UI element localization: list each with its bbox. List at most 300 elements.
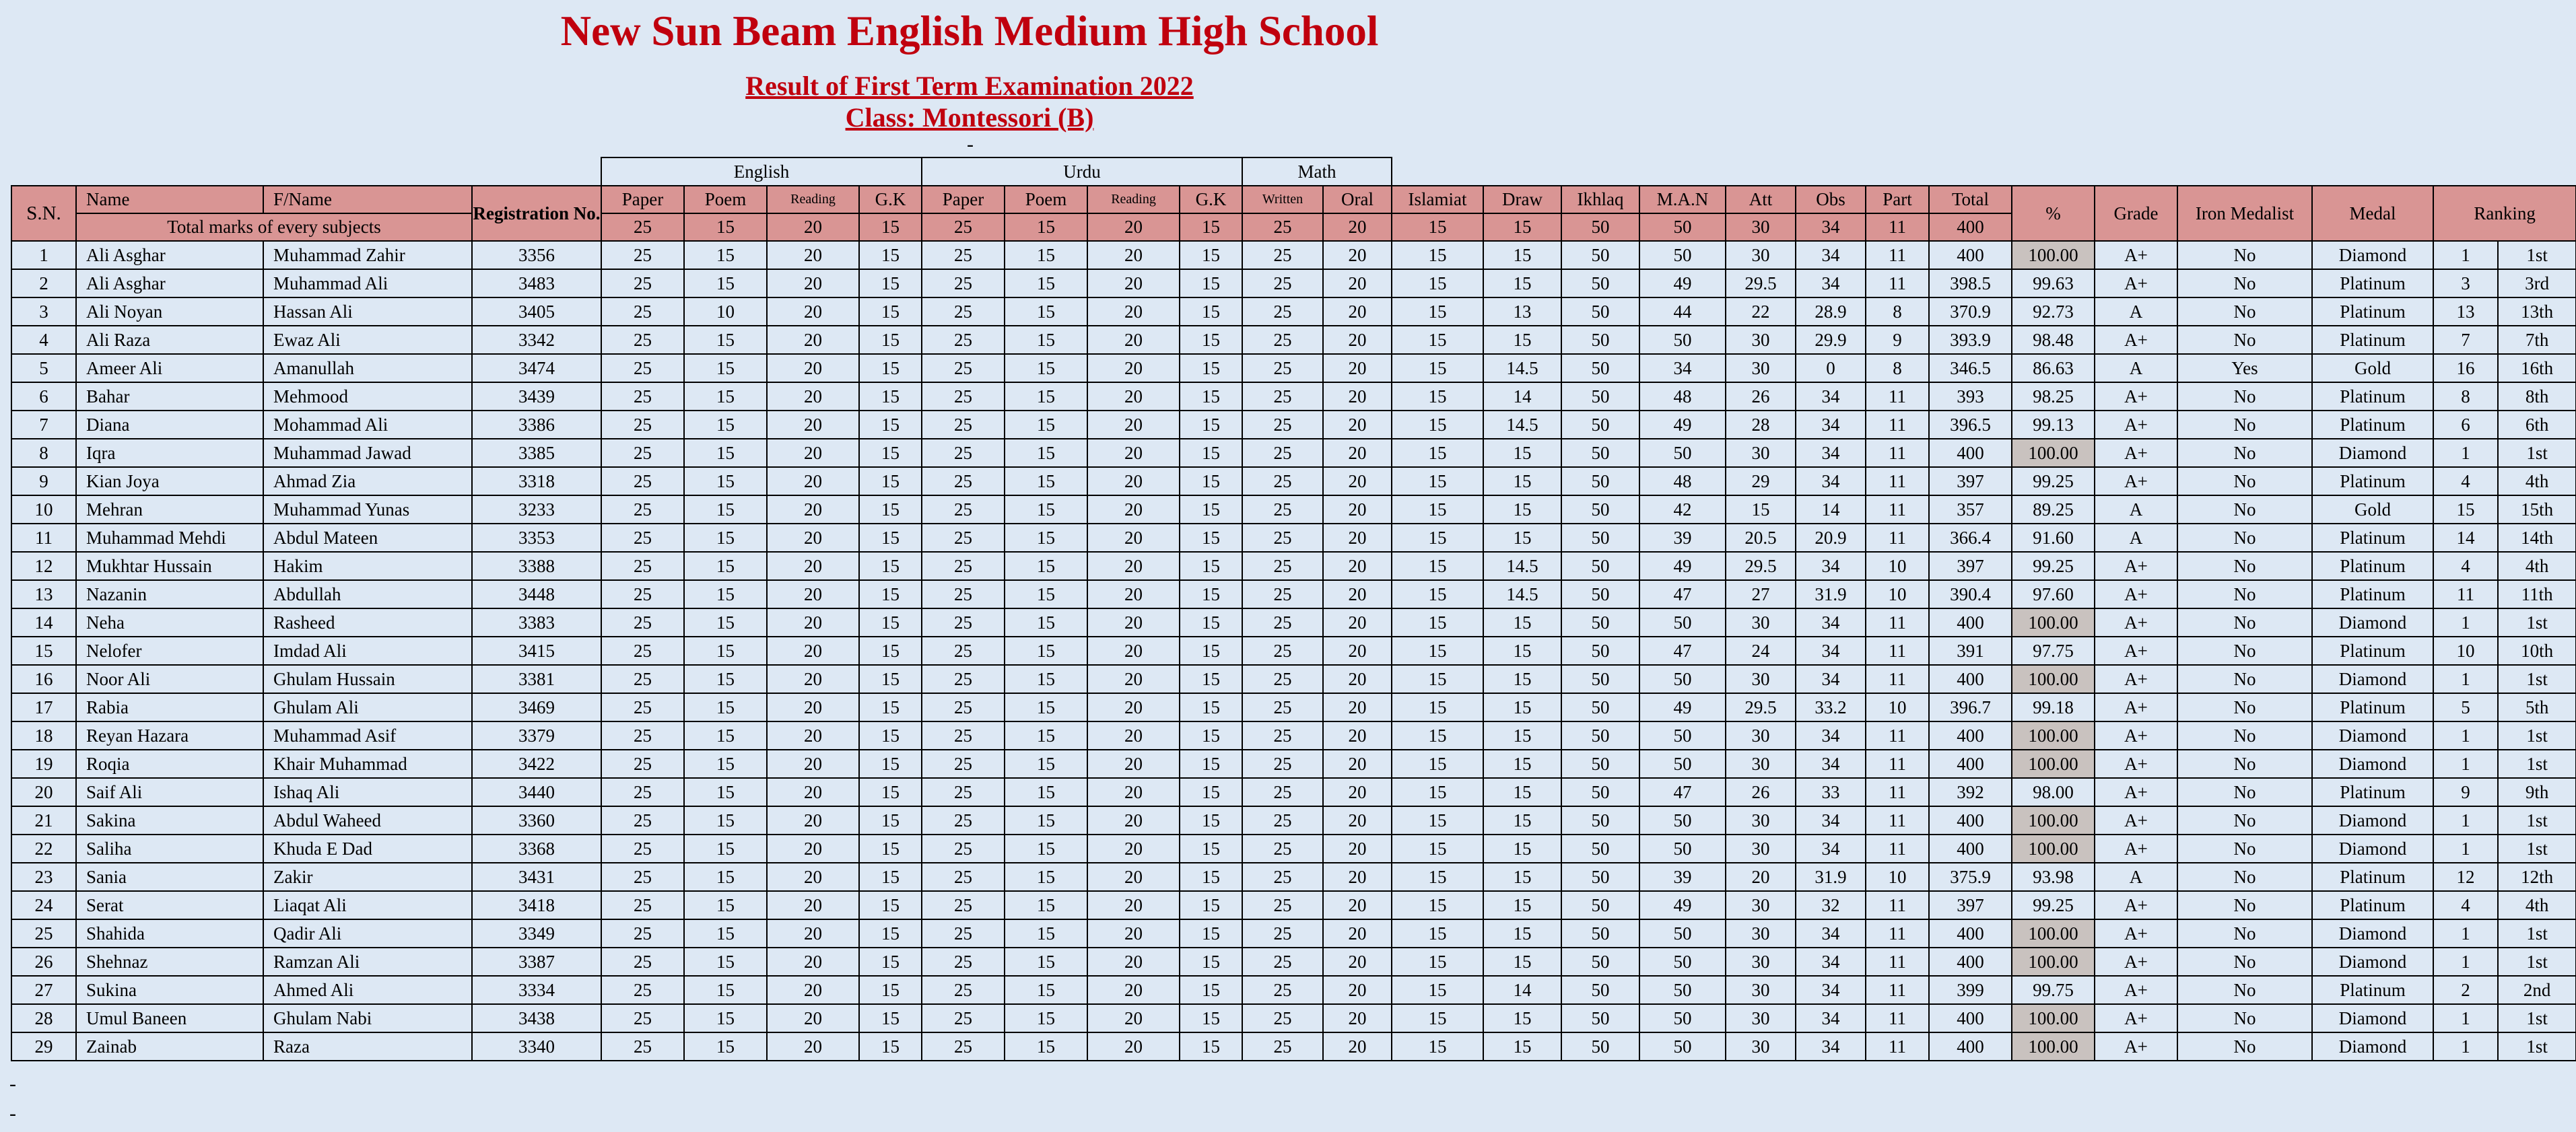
marks-cell: 15 (684, 778, 767, 806)
marks-cell: 15 (1180, 665, 1242, 693)
marks-cell: 25 (1242, 863, 1323, 891)
student-name-cell: Ali Asghar (76, 269, 263, 297)
subject-header: Obs (1796, 186, 1866, 213)
marks-cell: 15 (1392, 552, 1483, 580)
marks-cell: 15 (1483, 891, 1561, 919)
marks-cell: 25 (922, 778, 1005, 806)
marks-cell: 390.4 (1929, 580, 2012, 608)
marks-cell: 15 (1005, 948, 1087, 976)
marks-cell: 50 (1561, 608, 1639, 637)
marks-cell: 15 (1180, 1004, 1242, 1032)
marks-cell: 25 (601, 693, 684, 721)
marks-cell: 47 (1639, 580, 1726, 608)
subject-header: Paper (601, 186, 684, 213)
marks-cell: 15 (684, 976, 767, 1004)
marks-cell: 25 (1242, 608, 1323, 637)
marks-cell: 15 (859, 806, 922, 835)
marks-cell: 30 (1726, 241, 1796, 269)
marks-cell: 20 (1323, 919, 1392, 948)
marks-cell: 50 (1561, 863, 1639, 891)
marks-cell: 10 (1866, 693, 1929, 721)
marks-cell: 15 (1483, 495, 1561, 524)
marks-cell: 10 (1866, 863, 1929, 891)
student-name-cell: Sakina (76, 806, 263, 835)
marks-cell: 20 (767, 382, 859, 411)
marks-cell: 11 (1866, 806, 1929, 835)
marks-cell: 25 (601, 524, 684, 552)
medal-cell: Platinum (2312, 891, 2433, 919)
marks-cell: 25 (601, 1004, 684, 1032)
marks-cell: 27 (1726, 580, 1796, 608)
marks-cell: 11 (1866, 269, 1929, 297)
student-name-cell: Ali Raza (76, 326, 263, 354)
marks-cell: 15 (1392, 750, 1483, 778)
marks-cell: 25 (1242, 637, 1323, 665)
father-name-cell: Ghulam Nabi (263, 1004, 472, 1032)
marks-cell: 26 (1726, 382, 1796, 411)
student-name-cell: Noor Ali (76, 665, 263, 693)
marks-cell: 29.5 (1726, 552, 1796, 580)
max-marks-cell: 15 (684, 213, 767, 241)
marks-cell: 15 (1005, 976, 1087, 1004)
marks-cell: 20 (767, 411, 859, 439)
marks-cell: 15 (684, 580, 767, 608)
medal-cell: Platinum (2312, 382, 2433, 411)
marks-cell: 25 (922, 326, 1005, 354)
marks-cell: 11 (1866, 241, 1929, 269)
marks-cell: 50 (1561, 326, 1639, 354)
marks-cell: 20 (767, 552, 859, 580)
marks-cell: 9 (1866, 326, 1929, 354)
marks-cell: 29 (1726, 467, 1796, 495)
marks-cell: 20 (1323, 863, 1392, 891)
marks-cell: 15 (1005, 354, 1087, 382)
marks-cell: 20 (767, 778, 859, 806)
max-marks-cell: 20 (1087, 213, 1180, 241)
sn-cell: 8 (11, 439, 76, 467)
marks-cell: 29.5 (1726, 693, 1796, 721)
marks-cell: 15 (1180, 948, 1242, 976)
marks-cell: 400 (1929, 608, 2012, 637)
student-name-cell: Zainab (76, 1032, 263, 1061)
marks-cell: 25 (922, 439, 1005, 467)
sn-cell: 13 (11, 580, 76, 608)
marks-cell: 15 (1180, 750, 1242, 778)
rank-number-cell: 14 (2433, 524, 2498, 552)
grade-cell: A+ (2095, 665, 2177, 693)
marks-cell: 25 (601, 835, 684, 863)
max-marks-cell: 25 (1242, 213, 1323, 241)
marks-cell: 20 (767, 326, 859, 354)
grade-cell: A+ (2095, 382, 2177, 411)
marks-cell: 15 (1005, 863, 1087, 891)
subject-header: Total (1929, 186, 2012, 213)
marks-cell: 34 (1796, 382, 1866, 411)
marks-cell: 31.9 (1796, 863, 1866, 891)
iron-medalist-cell: No (2177, 580, 2312, 608)
marks-cell: 15 (684, 891, 767, 919)
marks-cell: 20 (1087, 269, 1180, 297)
student-name-cell: Ameer Ali (76, 354, 263, 382)
marks-cell: 34 (1796, 269, 1866, 297)
sn-cell: 7 (11, 411, 76, 439)
marks-cell: 15 (684, 439, 767, 467)
marks-cell: 15 (1483, 269, 1561, 297)
marks-cell: 15 (684, 495, 767, 524)
marks-cell: 20 (1087, 835, 1180, 863)
sn-cell: 28 (11, 1004, 76, 1032)
marks-cell: 400 (1929, 835, 2012, 863)
marks-cell: 15 (1483, 835, 1561, 863)
marks-cell: 11 (1866, 439, 1929, 467)
max-marks-cell: 34 (1796, 213, 1866, 241)
marks-cell: 15 (684, 721, 767, 750)
marks-cell: 15 (1180, 608, 1242, 637)
table-row (11, 269, 2576, 297)
student-name-cell: Shehnaz (76, 948, 263, 976)
marks-cell: 49 (1639, 552, 1726, 580)
percent-cell: 100.00 (2012, 439, 2095, 467)
marks-cell: 15 (1483, 806, 1561, 835)
marks-cell: 26 (1726, 778, 1796, 806)
rank-ordinal-cell: 1st (2498, 721, 2576, 750)
medal-cell: Platinum (2312, 778, 2433, 806)
medal-cell: Diamond (2312, 439, 2433, 467)
percent-cell: 100.00 (2012, 750, 2095, 778)
class-title: Class: Montessori (B) (845, 102, 1094, 133)
rank-ordinal-cell: 1st (2498, 750, 2576, 778)
marks-cell: 8 (1866, 354, 1929, 382)
marks-cell: 15 (1392, 1032, 1483, 1061)
registration-cell: 3388 (472, 552, 601, 580)
marks-cell: 20 (1087, 382, 1180, 411)
percent-cell: 100.00 (2012, 806, 2095, 835)
registration-cell: 3349 (472, 919, 601, 948)
marks-cell: 33.2 (1796, 693, 1866, 721)
medal-cell: Diamond (2312, 919, 2433, 948)
medal-cell: Platinum (2312, 411, 2433, 439)
marks-cell: 20 (767, 495, 859, 524)
registration-cell: 3422 (472, 750, 601, 778)
marks-cell: 15 (1180, 326, 1242, 354)
marks-cell: 30 (1726, 806, 1796, 835)
marks-cell: 50 (1561, 411, 1639, 439)
table-row (11, 891, 2576, 919)
marks-cell: 39 (1639, 524, 1726, 552)
marks-cell: 15 (1483, 665, 1561, 693)
marks-cell: 15 (684, 269, 767, 297)
marks-cell: 15 (1483, 637, 1561, 665)
medal-cell: Diamond (2312, 948, 2433, 976)
iron-medalist-cell: No (2177, 1032, 2312, 1061)
percent-cell: 93.98 (2012, 863, 2095, 891)
rank-number-cell: 5 (2433, 693, 2498, 721)
marks-cell: 50 (1561, 382, 1639, 411)
subject-header: Ikhlaq (1561, 186, 1639, 213)
marks-cell: 15 (859, 439, 922, 467)
marks-cell: 20 (1323, 552, 1392, 580)
marks-cell: 20 (1323, 326, 1392, 354)
marks-cell: 15 (684, 863, 767, 891)
marks-cell: 50 (1639, 241, 1726, 269)
marks-cell: 15 (859, 835, 922, 863)
marks-cell: 25 (922, 835, 1005, 863)
student-name-cell: Rabia (76, 693, 263, 721)
marks-cell: 25 (922, 750, 1005, 778)
marks-cell: 50 (1639, 750, 1726, 778)
marks-cell: 15 (1483, 439, 1561, 467)
table-row (11, 863, 2576, 891)
max-marks-cell: 50 (1561, 213, 1639, 241)
marks-cell: 25 (601, 297, 684, 326)
marks-cell: 25 (1242, 297, 1323, 326)
sn-cell: 6 (11, 382, 76, 411)
marks-cell: 25 (922, 1004, 1005, 1032)
father-name-cell: Raza (263, 1032, 472, 1061)
iron-medalist-cell: No (2177, 552, 2312, 580)
max-marks-cell: 11 (1866, 213, 1929, 241)
marks-cell: 25 (601, 411, 684, 439)
name-header: Name (76, 186, 263, 213)
rank-number-cell: 1 (2433, 919, 2498, 948)
marks-cell: 50 (1561, 806, 1639, 835)
marks-cell: 13 (1483, 297, 1561, 326)
marks-cell: 15 (684, 326, 767, 354)
marks-cell: 11 (1866, 524, 1929, 552)
marks-cell: 50 (1561, 693, 1639, 721)
marks-cell: 366.4 (1929, 524, 2012, 552)
marks-cell: 50 (1561, 495, 1639, 524)
marks-cell: 397 (1929, 467, 2012, 495)
sn-cell: 4 (11, 326, 76, 354)
marks-cell: 15 (1180, 439, 1242, 467)
marks-cell: 25 (601, 552, 684, 580)
registration-cell: 3440 (472, 778, 601, 806)
registration-header: Registration No. (472, 186, 601, 241)
table-row (11, 495, 2576, 524)
marks-cell: 30 (1726, 354, 1796, 382)
marks-cell: 15 (1180, 382, 1242, 411)
medal-cell: Platinum (2312, 552, 2433, 580)
marks-cell: 20 (1323, 778, 1392, 806)
marks-cell: 50 (1639, 326, 1726, 354)
marks-cell: 357 (1929, 495, 2012, 524)
rank-ordinal-cell: 11th (2498, 580, 2576, 608)
marks-cell: 400 (1929, 721, 2012, 750)
marks-cell: 20 (1087, 637, 1180, 665)
student-name-cell: Shahida (76, 919, 263, 948)
father-name-cell: Abdul Waheed (263, 806, 472, 835)
medal-cell: Platinum (2312, 269, 2433, 297)
rank-number-cell: 12 (2433, 863, 2498, 891)
marks-cell: 15 (1483, 693, 1561, 721)
max-marks-cell: 20 (767, 213, 859, 241)
exam-title: Result of First Term Examination 2022 (745, 71, 1194, 101)
rank-number-cell: 13 (2433, 297, 2498, 326)
marks-cell: 50 (1561, 665, 1639, 693)
student-name-cell: Serat (76, 891, 263, 919)
marks-cell: 11 (1866, 835, 1929, 863)
father-name-cell: Ishaq Ali (263, 778, 472, 806)
marks-cell: 50 (1561, 354, 1639, 382)
marks-cell: 20 (767, 919, 859, 948)
marks-cell: 397 (1929, 552, 2012, 580)
iron-medalist-cell: Yes (2177, 354, 2312, 382)
marks-cell: 20 (767, 637, 859, 665)
table-row (11, 778, 2576, 806)
marks-cell: 20 (1323, 580, 1392, 608)
marks-cell: 15 (1392, 608, 1483, 637)
marks-cell: 25 (922, 354, 1005, 382)
rank-number-cell: 1 (2433, 750, 2498, 778)
table-row (11, 326, 2576, 354)
rank-number-cell: 4 (2433, 891, 2498, 919)
subject-header: Poem (1005, 186, 1087, 213)
student-name-cell: Nazanin (76, 580, 263, 608)
sn-cell: 15 (11, 637, 76, 665)
marks-cell: 50 (1561, 439, 1639, 467)
medal-cell: Gold (2312, 354, 2433, 382)
table-row (11, 1032, 2576, 1061)
percent-cell: 86.63 (2012, 354, 2095, 382)
marks-cell: 15 (859, 382, 922, 411)
sn-cell: 16 (11, 665, 76, 693)
rank-number-cell: 1 (2433, 721, 2498, 750)
grade-cell: A+ (2095, 411, 2177, 439)
grade-cell: A+ (2095, 637, 2177, 665)
marks-cell: 15 (1005, 637, 1087, 665)
marks-cell: 11 (1866, 919, 1929, 948)
father-name-cell: Mohammad Ali (263, 411, 472, 439)
rank-number-cell: 3 (2433, 269, 2498, 297)
marks-cell: 50 (1639, 439, 1726, 467)
iron-medalist-cell: No (2177, 919, 2312, 948)
percent-cell: 99.25 (2012, 467, 2095, 495)
dash-mark: - (9, 1102, 16, 1125)
marks-cell: 20 (1323, 297, 1392, 326)
student-name-cell: Mehran (76, 495, 263, 524)
marks-cell: 20.5 (1726, 524, 1796, 552)
marks-cell: 15 (859, 241, 922, 269)
grade-cell: A+ (2095, 269, 2177, 297)
marks-cell: 15 (1005, 326, 1087, 354)
rank-number-cell: 15 (2433, 495, 2498, 524)
marks-cell: 25 (922, 467, 1005, 495)
rank-number-cell: 10 (2433, 637, 2498, 665)
grade-header: Grade (2095, 186, 2177, 241)
marks-cell: 400 (1929, 750, 2012, 778)
marks-cell: 20 (1323, 467, 1392, 495)
group-math: Math (1242, 157, 1392, 186)
max-marks-cell: 15 (1180, 213, 1242, 241)
iron-medalist-cell: No (2177, 637, 2312, 665)
marks-cell: 15 (1392, 919, 1483, 948)
marks-cell: 15 (1005, 608, 1087, 637)
grade-cell: A+ (2095, 580, 2177, 608)
table-row (11, 354, 2576, 382)
marks-cell: 25 (601, 495, 684, 524)
marks-cell: 15 (1483, 467, 1561, 495)
max-marks-cell: 50 (1639, 213, 1726, 241)
father-name-cell: Ahmed Ali (263, 976, 472, 1004)
marks-cell: 15 (1005, 382, 1087, 411)
sn-cell: 26 (11, 948, 76, 976)
group-urdu: Urdu (922, 157, 1242, 186)
marks-cell: 25 (1242, 467, 1323, 495)
marks-cell: 15 (1392, 269, 1483, 297)
marks-cell: 30 (1726, 750, 1796, 778)
marks-cell: 25 (922, 297, 1005, 326)
marks-cell: 20 (1087, 411, 1180, 439)
marks-cell: 50 (1639, 721, 1726, 750)
marks-cell: 49 (1639, 891, 1726, 919)
marks-cell: 25 (922, 608, 1005, 637)
marks-cell: 20 (1087, 778, 1180, 806)
iron-medalist-cell: No (2177, 750, 2312, 778)
student-name-cell: Bahar (76, 382, 263, 411)
marks-cell: 25 (1242, 693, 1323, 721)
rank-number-cell: 4 (2433, 552, 2498, 580)
marks-cell: 20 (767, 524, 859, 552)
marks-cell: 15 (1005, 1004, 1087, 1032)
marks-cell: 11 (1866, 1004, 1929, 1032)
marks-cell: 25 (922, 580, 1005, 608)
registration-cell: 3340 (472, 1032, 601, 1061)
marks-cell: 400 (1929, 1004, 2012, 1032)
rank-ordinal-cell: 4th (2498, 552, 2576, 580)
marks-cell: 15 (1005, 297, 1087, 326)
marks-cell: 15 (1392, 778, 1483, 806)
marks-cell: 30 (1726, 835, 1796, 863)
marks-cell: 50 (1561, 835, 1639, 863)
marks-cell: 20 (767, 1032, 859, 1061)
marks-cell: 20 (767, 241, 859, 269)
medal-cell: Diamond (2312, 750, 2433, 778)
sn-cell: 18 (11, 721, 76, 750)
marks-cell: 15 (1180, 976, 1242, 1004)
rank-number-cell: 1 (2433, 608, 2498, 637)
subject-header: Part (1866, 186, 1929, 213)
grade-cell: A+ (2095, 891, 2177, 919)
iron-medalist-cell: No (2177, 665, 2312, 693)
marks-cell: 20.9 (1796, 524, 1866, 552)
iron-medalist-cell: No (2177, 863, 2312, 891)
rank-ordinal-cell: 1st (2498, 1004, 2576, 1032)
marks-cell: 20 (1323, 721, 1392, 750)
medal-cell: Platinum (2312, 693, 2433, 721)
marks-cell: 15 (859, 1032, 922, 1061)
marks-cell: 30 (1726, 721, 1796, 750)
marks-cell: 34 (1796, 976, 1866, 1004)
marks-cell: 25 (1242, 241, 1323, 269)
sn-cell: 19 (11, 750, 76, 778)
marks-cell: 20 (1323, 693, 1392, 721)
marks-cell: 397 (1929, 891, 2012, 919)
marks-cell: 15 (1180, 863, 1242, 891)
marks-cell: 15 (1392, 495, 1483, 524)
marks-cell: 25 (601, 608, 684, 637)
marks-cell: 20 (1323, 1032, 1392, 1061)
marks-cell: 25 (1242, 806, 1323, 835)
registration-cell: 3439 (472, 382, 601, 411)
marks-cell: 20 (767, 693, 859, 721)
marks-cell: 391 (1929, 637, 2012, 665)
registration-cell: 3368 (472, 835, 601, 863)
father-name-cell: Ghulam Hussain (263, 665, 472, 693)
marks-cell: 20 (1323, 891, 1392, 919)
marks-cell: 396.5 (1929, 411, 2012, 439)
registration-cell: 3385 (472, 439, 601, 467)
